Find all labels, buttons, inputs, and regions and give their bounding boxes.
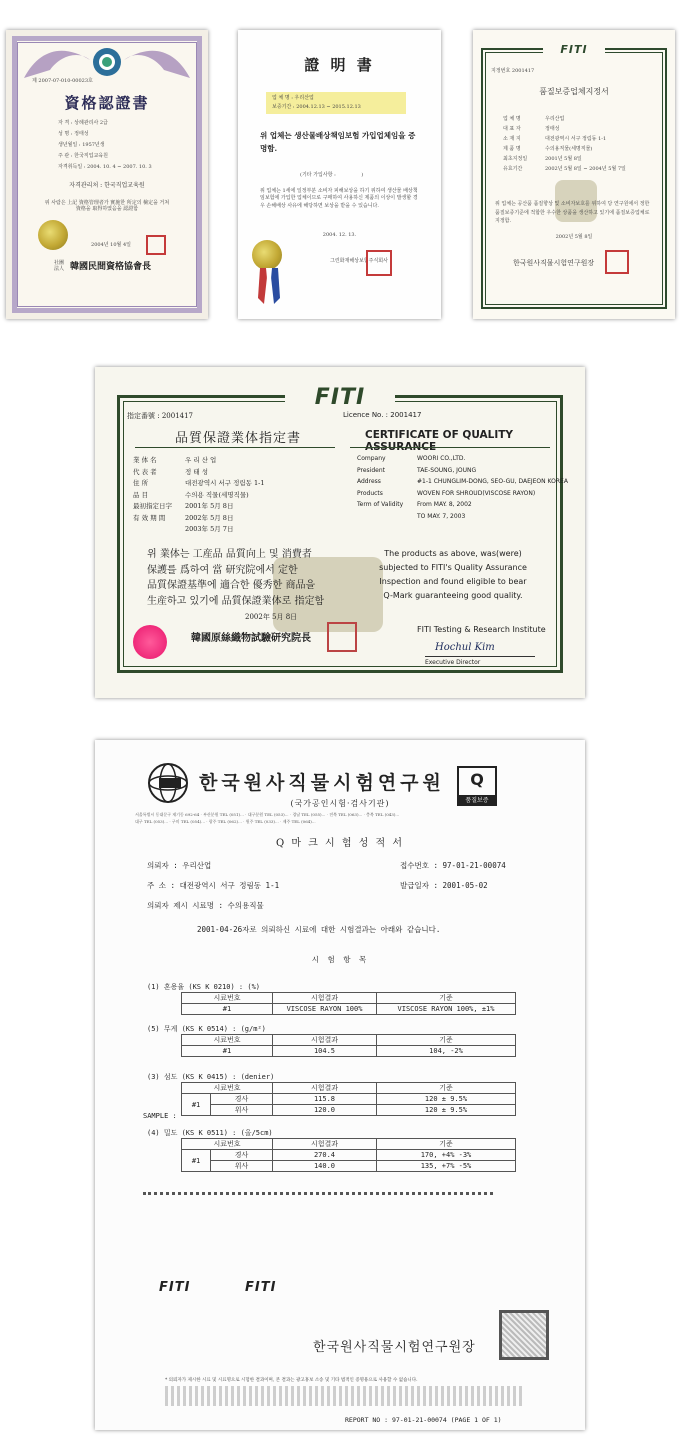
header-cell: 시료번호	[182, 1035, 273, 1046]
official-seal	[499, 1310, 549, 1360]
cn-field-label: 品 目	[133, 490, 149, 499]
report-issuer: 한국원사직물시험연구원장	[313, 1340, 476, 1355]
period-label: 보증기간 :	[272, 104, 295, 110]
field-value: 정태성	[545, 126, 560, 132]
fiti-logo: FITI	[543, 43, 605, 56]
field-value: 한국직업교육원	[74, 153, 108, 159]
licence-number: 2001417	[390, 411, 422, 419]
en-field-row	[357, 467, 476, 474]
address-line-2: 대구 TEL (053)... · 구미 TEL (054)... · 광주 TEL (062)... · 원주 TEL (033)... · 제주 TEL (064)...	[135, 819, 316, 824]
cn-field-label: 住 所	[133, 479, 149, 487]
certificate-body: 위 업체는 공산품 품질향상 및 소비자보호를 위하여 당 연구원에서 정한 품질보증기준에 적합한 우수한 상품을 생산하고 있기에 품질보증업체로 지정함.	[495, 201, 650, 224]
en-field-label: Term of Validity	[357, 501, 404, 508]
cn-field-label: 代 表 者	[133, 467, 157, 476]
report-no: 97-01-21-00074 (PAGE 1 OF 1)	[391, 1416, 502, 1424]
en-field-value: WOVEN FOR SHROUD(VISCOSE RAYON)	[417, 489, 536, 497]
cn-field-row	[133, 478, 264, 487]
fiti-logo-left: FITI	[159, 1280, 191, 1295]
field-value: 우리산업	[545, 116, 565, 122]
info-row: 접수번호 : 97-01-21-00074	[400, 861, 506, 870]
table-row	[182, 1094, 516, 1105]
field-row	[503, 146, 592, 152]
signature: Hochul Kim	[435, 642, 495, 653]
info-label: 의뢰자 제시 시료명	[147, 901, 214, 910]
q-badge-caption: 품질보증	[459, 795, 495, 804]
section-title: 시 험 항 목	[311, 955, 369, 964]
header-cell: 시료번호	[182, 993, 273, 1004]
gold-seal	[252, 240, 282, 270]
fiti-logo-right: FITI	[245, 1280, 277, 1295]
gold-seal	[38, 220, 68, 250]
other-label: (기타 가입사항 :	[300, 172, 336, 178]
field-row	[503, 126, 560, 132]
en-body-line: subjected to FITI's Quality Assurance	[379, 563, 527, 572]
field-row	[58, 131, 89, 137]
test-heading: (4) 밀도 (KS K 0511) : (올/5cm)	[147, 1129, 273, 1137]
en-field-value: TO MAY. 7, 2003	[417, 512, 466, 520]
field-value: 정태성	[74, 131, 89, 137]
field-label: 제 품 명	[503, 146, 521, 152]
field-value: 수의용직물(세명직물)	[545, 146, 593, 152]
table-header-row	[182, 1035, 516, 1046]
cn-field-label: 有 效 期 間	[133, 513, 166, 522]
field-value: 1957년생	[82, 142, 105, 148]
info-value: 수의용직물	[227, 901, 264, 910]
en-field-label: President	[357, 466, 385, 474]
issuer-name: 그린화재해상보험주식회사	[330, 258, 388, 264]
table-row	[182, 1105, 516, 1116]
info-label: 의뢰자	[147, 861, 169, 870]
q-badge-letter: Q	[470, 770, 484, 789]
en-body-line: The products as above, was(were)	[384, 549, 522, 558]
phoenix-ornament	[20, 40, 194, 82]
field-value: 2004. 10. 4 ~ 2007. 10. 3	[87, 164, 152, 170]
cn-body-line: 保護를 爲하여 當 研究院에서 定한	[147, 564, 298, 576]
field-value: 대전광역시 서구 정림동 1-1	[545, 136, 607, 142]
result-cell: 270.4	[273, 1150, 377, 1161]
issuer-name: 韓國民間資格協會長	[70, 262, 152, 272]
info-row: 주 소 : 대전광역시 서구 정림동 1-1	[147, 881, 280, 890]
info-row: 의뢰자 : 우리산업	[147, 861, 212, 870]
standard-cell: 170, +4% -3%	[377, 1150, 516, 1161]
cn-field-value: 수의용 직물(세명직물)	[185, 490, 249, 499]
issue-date: 2004. 12. 13.	[322, 232, 357, 238]
header-cell: 시료번호	[182, 1083, 273, 1094]
branch-list	[165, 1386, 525, 1406]
sample-label: SAMPLE :	[143, 1112, 177, 1120]
org-subtitle: (국가공인시험·검사기관)	[290, 799, 390, 808]
test-heading: (5) 무게 (KS K 0514) : (g/m²)	[147, 1025, 266, 1033]
table-header-row	[182, 1083, 516, 1094]
info-label: 접수번호	[400, 861, 429, 870]
red-seal	[133, 625, 167, 659]
certificate-title: 資格認證書	[64, 94, 150, 112]
standard-cell: 120 ± 9.5%	[377, 1094, 516, 1105]
direction-cell: 경사	[211, 1094, 273, 1105]
sample-cell: #1	[182, 1004, 273, 1015]
table-row	[182, 1150, 516, 1161]
table-row	[182, 1161, 516, 1172]
field-label: 업 체 명	[503, 116, 521, 122]
info-value: 우리산업	[182, 861, 212, 870]
serial-number: 2001417	[161, 412, 194, 420]
info-value: 대전광역시 서구 정림동 1-1	[179, 881, 280, 890]
serial-number: 제 2007-07-010-00023호	[32, 78, 93, 84]
header-cell: 기준	[377, 1083, 516, 1094]
cn-body-line: 品質保證基準에 適合한 優秀한 商品을	[147, 580, 316, 591]
cn-body-line: 위 業体는 工産品 品質向上 및 消費者	[147, 549, 312, 560]
field-row	[58, 120, 108, 126]
fiti-logo: FITI	[285, 385, 395, 410]
en-field-value: TAE-SOUNG, JOUNG	[417, 466, 477, 474]
standard-cell: VISCOSE RAYON 100%, ±1%	[377, 1004, 516, 1015]
footnote: * 의뢰자가 제시한 시료 및 시료명으로 시험한 결과이며, 본 결과는 광고홍보 소송 및 기타 법적인 증명용으로 사용할 수 없습니다.	[165, 1378, 418, 1383]
cn-field-value: 2002年 5月 8日	[185, 513, 234, 522]
serial-number: 지정번호 2001417	[491, 68, 535, 74]
address-line-1: 서울특별시 동대문구 제기동 692-64 · 부산분원 TEL (051)... · 대구분원 TEL (053)... · 경남 TEL (055)... · 전북 TEL (063)... · 충북 TEL (043)...	[135, 812, 400, 817]
header-cell: 시험결과	[273, 1139, 377, 1150]
en-field-value: From MAY. 8, 2002	[417, 501, 472, 508]
en-body-line: Inspection and found eligible to bear	[379, 577, 527, 586]
standard-cell: 120 ± 9.5%	[377, 1105, 516, 1116]
en-field-label: Address	[357, 478, 381, 485]
other-close: )	[361, 172, 364, 178]
table-header-row	[182, 1139, 516, 1150]
serial-label: 指定番號 :	[127, 412, 160, 420]
en-field-row	[357, 501, 472, 508]
table-header-row	[182, 993, 516, 1004]
cn-field-row	[133, 455, 216, 464]
cn-field-value: 우 리 산 업	[185, 456, 217, 464]
result-cell: 115.8	[273, 1094, 377, 1105]
test-table	[181, 992, 516, 1015]
certificate-title: 품질보증업체지정서	[539, 87, 609, 96]
field-value: 상례관리사 2급	[74, 120, 108, 126]
cn-field-value: 대전광역시 서구 정림동 1-1	[185, 479, 265, 487]
direction-cell: 위사	[211, 1161, 273, 1172]
cn-field-row	[133, 524, 233, 533]
field-row	[58, 164, 152, 170]
field-label: 소 재 지	[503, 136, 521, 142]
en-field-row	[357, 455, 465, 462]
header-cell: 시험결과	[273, 993, 377, 1004]
cn-field-value: 2003年 5月 7日	[185, 525, 234, 533]
field-label: 주 관 :	[58, 153, 73, 159]
ribbon-icon	[256, 268, 282, 308]
table-row	[182, 1004, 516, 1015]
english-role: Executive Director	[425, 659, 481, 666]
footer-prefix: 社團法人	[54, 260, 65, 272]
q-mark-test-report	[95, 740, 585, 1430]
en-field-row	[357, 490, 535, 497]
field-label: 생년월일 :	[58, 142, 81, 148]
field-row	[503, 156, 582, 162]
test-table	[181, 1138, 516, 1172]
en-field-label: Products	[357, 489, 383, 497]
org-name: 한국원사직물시험연구원	[199, 772, 445, 794]
company-label: 업 체 명 :	[272, 95, 293, 101]
field-label: 대 표 자	[503, 126, 521, 132]
insurance-certificate	[238, 30, 441, 319]
official-seal	[146, 235, 166, 255]
en-body-line: Q-Mark guaranteeing good quality.	[383, 591, 523, 600]
field-label: 자 격 :	[58, 120, 73, 126]
standard-cell: 135, +7% -5%	[377, 1161, 516, 1172]
field-label: 자격취득일 :	[58, 164, 86, 170]
cn-field-row	[133, 513, 233, 522]
certificate-title: 證 明 書	[304, 56, 375, 74]
test-heading: (1) 혼용율 (KS K 0210) : (%)	[147, 983, 261, 991]
info-label: 발급일자	[400, 881, 429, 890]
info-row: 발급일자 : 2001-05-02	[400, 881, 488, 890]
cn-field-row	[133, 490, 249, 499]
issue-date: 2002년 5월 8일	[555, 234, 593, 240]
sample-cell: #1	[182, 1150, 211, 1172]
certificate-body: 위 사람은 上記 資格管理者가 實施한 所定의 檢定을 거쳐 資格을 取得하였음을 認證함	[44, 200, 170, 212]
field-row	[503, 136, 606, 142]
header-cell: 시험결과	[273, 1083, 377, 1094]
cn-field-value: 정 태 성	[185, 467, 208, 476]
intro-text: 2001-04-26자로 의뢰하신 시료에 대한 시험결과는 아래와 같습니다.	[197, 925, 441, 934]
chinese-body	[147, 547, 357, 609]
cn-field-label: 業 体 名	[133, 456, 157, 464]
result-cell: 140.0	[273, 1161, 377, 1172]
info-box	[266, 92, 406, 114]
chinese-issuer: 韓國原絲織物試驗研究院長	[191, 633, 311, 644]
en-field-row	[357, 513, 465, 520]
header-cell: 기준	[377, 1035, 516, 1046]
header-cell: 기준	[377, 1139, 516, 1150]
en-field-label: Company	[357, 455, 386, 462]
header-cell: 시험결과	[273, 1035, 377, 1046]
en-field-value: #1-1 CHUNGLIM-DONG, SEO-GU, DAEJEON KOREA	[417, 478, 568, 485]
chinese-title: 品質保證業体指定書	[175, 431, 302, 446]
official-seal	[366, 250, 392, 276]
certificate-of-quality-assurance	[95, 367, 585, 698]
result-cell: VISCOSE RAYON 100%	[273, 1004, 377, 1015]
field-label: 유효기간	[503, 166, 523, 172]
field-row	[58, 153, 108, 159]
report-no-label: REPORT NO :	[345, 1416, 389, 1424]
chinese-date: 2002年 5月 8日	[245, 613, 298, 621]
cn-field-value: 2001年 5月 8日	[185, 502, 234, 510]
info-value: 97-01-21-00074	[442, 861, 506, 870]
header-cell: 시료번호	[182, 1139, 273, 1150]
company-name: 우리산업	[294, 95, 314, 101]
quality-assurance-designation	[473, 30, 675, 319]
official-seal	[327, 622, 357, 652]
sample-cell: #1	[182, 1046, 273, 1057]
field-label: 최초지정일	[503, 156, 528, 162]
en-field-value: WOORI CO.,LTD.	[417, 455, 466, 462]
english-issuer: FITI Testing & Research Institute	[417, 625, 546, 634]
test-heading: (3) 섬도 (KS K 0415) : (denier)	[147, 1073, 275, 1081]
english-body	[363, 547, 543, 603]
test-table	[181, 1034, 516, 1057]
result-cell: 104.5	[273, 1046, 377, 1057]
standard-cell: 104, -2%	[377, 1046, 516, 1057]
field-label: 성 명 :	[58, 131, 73, 137]
english-title: CERTIFICATE OF QUALITY ASSURANCE	[365, 429, 514, 453]
en-field-row	[357, 478, 568, 485]
licence-label: Licence No. :	[343, 411, 389, 419]
cn-body-line: 生産하고 있기에 品質保證業体로 指定함	[147, 595, 325, 607]
certificate-statement: 위 업체는 생산물배상책임보험 가입업체임을 증명함.	[260, 131, 416, 153]
report-title: Q 마 크 시 험 성 적 서	[275, 838, 405, 849]
info-row: 의뢰자 제시 시료명 : 수의용직물	[147, 901, 264, 910]
result-cell: 120.0	[273, 1105, 377, 1116]
sample-cell: #1	[182, 1094, 211, 1116]
field-row	[58, 142, 105, 148]
field-row	[503, 166, 626, 172]
qualification-certificate	[6, 30, 208, 319]
header-cell: 기준	[377, 993, 516, 1004]
cn-field-label: 最初指定日字	[133, 502, 172, 510]
field-value: 2001년 5월 8일	[545, 156, 582, 162]
field-row	[503, 116, 564, 122]
official-seal	[605, 250, 629, 274]
period-value: 2004.12.13 ~ 2015.12.13	[296, 104, 361, 110]
issuer-name: 한국원사직물시험연구원장	[513, 259, 595, 267]
certificate-body: 위 업체는 1세에 일정부분 소비자 피해보상을 하기 위하여 생산물 배상책임보험에 가입한 업체이므로 구매하여 사용하신 제품의 이상이 발생할 경우 손해배상 사유에 해당하면 보상을 받을 수 있습니다.	[260, 188, 418, 209]
cn-field-row	[133, 467, 208, 476]
info-label: 주 소	[147, 881, 167, 890]
cn-field-row	[133, 501, 233, 510]
issue-date: 2004년 10월 4일	[91, 242, 131, 248]
field-value: 2002년 5월 8일 ~ 2004년 5월 7일	[545, 166, 626, 172]
direction-cell: 경사	[211, 1150, 273, 1161]
info-value: 2001-05-02	[442, 881, 488, 890]
table-row	[182, 1046, 516, 1057]
test-table	[181, 1082, 516, 1116]
issuer-line: 자격관리처 : 한국직업교육원	[69, 182, 145, 189]
direction-cell: 위사	[211, 1105, 273, 1116]
